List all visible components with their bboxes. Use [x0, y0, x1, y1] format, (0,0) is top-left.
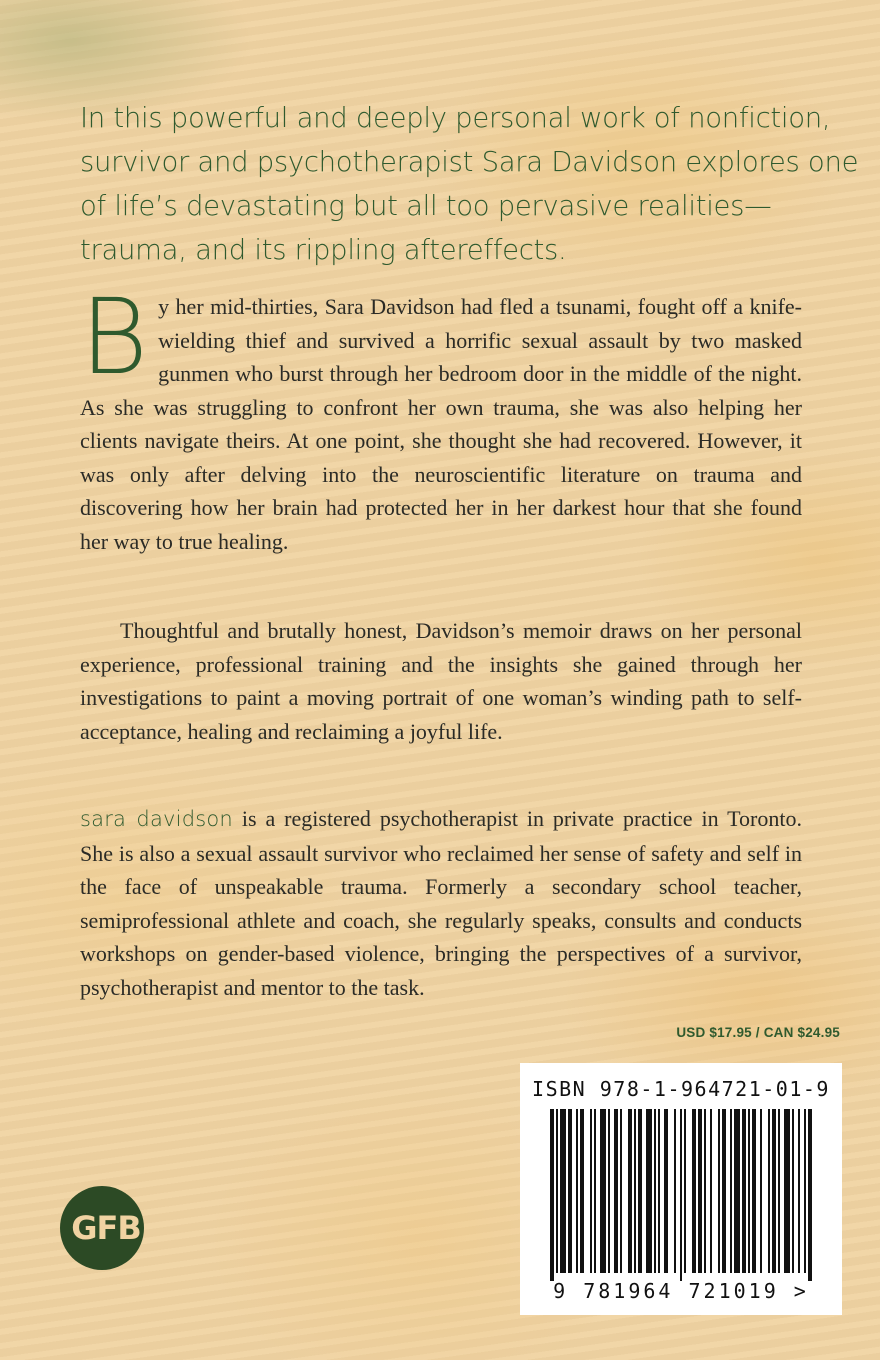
author-bio: [80, 802, 802, 1004]
description-paragraph-2: Thoughtful and brutally honest, Davidson’s memoir draws on her personal experience, professional training and the insights she gained through her investigations to paint a moving portrait of one woman’s winding path to self-acceptance, healing and reclaiming a joyful life.: [80, 618, 802, 744]
barcode-bar: [748, 1109, 750, 1273]
barcode-bar: [684, 1109, 686, 1273]
barcode-bar: [620, 1109, 622, 1273]
barcode-bar: [560, 1109, 566, 1273]
barcode-bar: [638, 1109, 642, 1273]
barcode-bar: [692, 1109, 696, 1273]
barcode-bar: [594, 1109, 596, 1273]
description-paragraph-1-text: y her mid-thirties, Sara Davidson had fled a tsunami, fought off a knife-wielding thief and survived a horrific sexual assault by two masked gunmen who burst through her bedroom door in the middle of the night. As she was struggling to confront her own trauma, she was also helping her clients navigate theirs. At one point, she thought she had recovered. However, it was only after delving into the neuroscientific literature on trauma and discovering how her brain had protected her in her darkest hour that she found her way to true healing.: [80, 294, 802, 554]
barcode-bar: [742, 1109, 746, 1273]
barcode-bar: [752, 1109, 756, 1273]
barcode-bar: [568, 1109, 572, 1273]
barcode-bar: [734, 1109, 740, 1273]
publisher-logo-text: GFB: [71, 1209, 141, 1247]
barcode-bar: [772, 1109, 776, 1273]
barcode-bar: [576, 1109, 578, 1273]
barcode-bar: [730, 1109, 732, 1273]
barcode-bar: [556, 1109, 558, 1273]
barcode-bar: [674, 1109, 676, 1273]
description-paragraph-1: [80, 276, 802, 558]
publisher-logo: [60, 1186, 144, 1270]
isbn-label: ISBN 978-1-964721-01-9: [532, 1077, 830, 1101]
barcode-bar: [698, 1109, 702, 1273]
barcode-bars: [520, 1063, 842, 1315]
barcode-bar: [658, 1109, 660, 1273]
barcode-bar: [784, 1109, 790, 1273]
barcode-bar: [704, 1109, 706, 1273]
barcode-bar: [722, 1109, 726, 1273]
author-name: sara davidson: [80, 807, 233, 831]
barcode-bar: [634, 1109, 636, 1273]
barcode-bar: [718, 1109, 720, 1273]
isbn-barcode: [520, 1063, 842, 1315]
barcode-bar: [664, 1109, 668, 1273]
barcode-bar: [680, 1109, 682, 1281]
barcode-bar: [654, 1109, 656, 1273]
barcode-bar: [808, 1109, 812, 1281]
barcode-bar: [614, 1109, 618, 1273]
barcode-bar: [792, 1109, 794, 1273]
barcode-bar: [646, 1109, 652, 1273]
barcode-bar: [804, 1109, 806, 1273]
barcode-digits: 9 781964 721019 >: [553, 1279, 809, 1303]
tagline: In this powerful and deeply personal work of nonfiction, survivor and psychotherapist Sara Davidson explores one of life’s devastating but all too pervasive realities—trauma, and its rippling aftereffects.: [80, 102, 859, 266]
barcode-bar: [580, 1109, 584, 1273]
barcode-bar: [768, 1109, 770, 1273]
barcode-bar: [608, 1109, 610, 1273]
barcode-bar: [710, 1109, 712, 1273]
barcode-bar: [628, 1109, 632, 1273]
drop-cap: B: [80, 276, 149, 398]
barcode-bar: [778, 1109, 780, 1273]
barcode-bar: [590, 1109, 592, 1273]
barcode-bar: [760, 1109, 762, 1273]
barcode-bar: [600, 1109, 606, 1273]
barcode-bar: [798, 1109, 800, 1273]
price-label: USD $17.95 / CAN $24.95: [676, 1025, 840, 1040]
author-bio-text: is a registered psychotherapist in private practice in Toronto. She is also a sexual assault survivor who reclaimed her sense of safety and self in the face of unspeakable trauma. Formerly a secondary school teacher, semiprofessional athlete and coach, she regularly speaks, consults and conducts workshops on gender-based violence, bringing the perspectives of a survivor, psychotherapist and mentor to the task.: [80, 806, 802, 1000]
barcode-bar: [550, 1109, 554, 1281]
